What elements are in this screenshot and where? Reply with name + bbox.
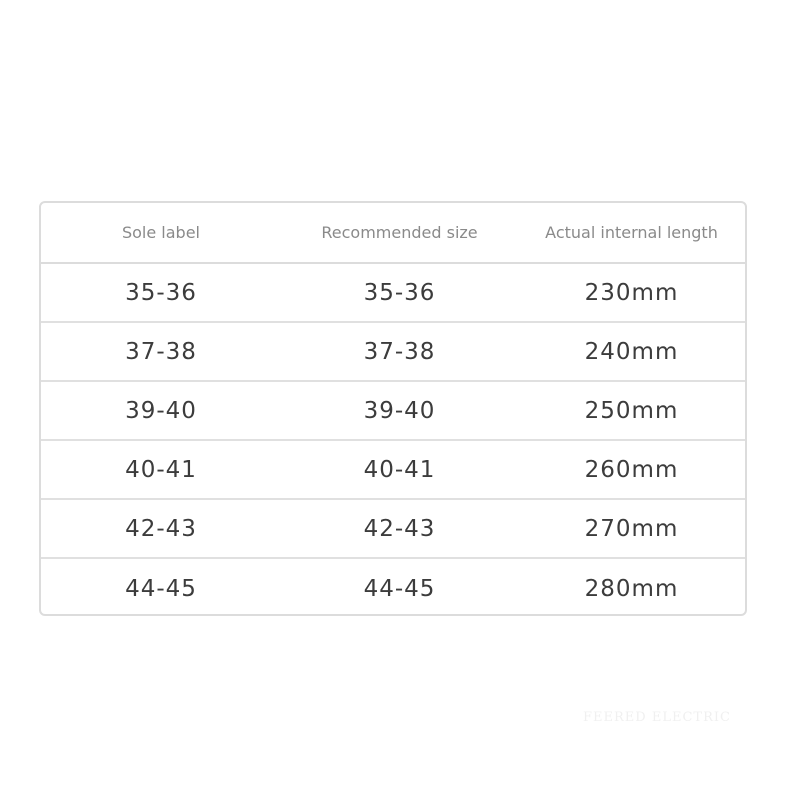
cell-sole-label: 44-45 — [125, 575, 197, 602]
table-row — [41, 500, 745, 559]
cell-recommended-size: 40-41 — [363, 456, 436, 483]
cell-internal-length: 240mm — [584, 338, 679, 365]
header-actual-internal-length: Actual internal length — [545, 223, 718, 242]
table-row — [41, 382, 745, 441]
cell-recommended-size: 44-45 — [363, 575, 436, 602]
header-sole-label: Sole label — [121, 223, 200, 242]
cell-sole-label: 40-41 — [125, 456, 197, 483]
cell-internal-length: 250mm — [584, 397, 679, 424]
cell-internal-length: 270mm — [584, 515, 679, 542]
table-row — [41, 264, 745, 323]
cell-internal-length: 260mm — [584, 456, 679, 483]
table-row — [41, 441, 745, 500]
cell-recommended-size: 37-38 — [363, 338, 436, 365]
size-chart-table — [39, 201, 747, 616]
cell-recommended-size: 35-36 — [363, 279, 436, 306]
header-recommended-size: Recommended size — [321, 223, 478, 242]
cell-sole-label: 39-40 — [125, 397, 197, 424]
table-header-row — [41, 203, 745, 264]
cell-sole-label: 35-36 — [125, 279, 197, 306]
cell-recommended-size: 39-40 — [363, 397, 436, 424]
table-row — [41, 559, 745, 616]
watermark-text: FEERED ELECTRIC — [583, 710, 731, 725]
table-row — [41, 323, 745, 382]
cell-sole-label: 42-43 — [125, 515, 197, 542]
cell-recommended-size: 42-43 — [363, 515, 436, 542]
cell-internal-length: 230mm — [584, 279, 679, 306]
cell-sole-label: 37-38 — [125, 338, 197, 365]
cell-internal-length: 280mm — [584, 575, 679, 602]
